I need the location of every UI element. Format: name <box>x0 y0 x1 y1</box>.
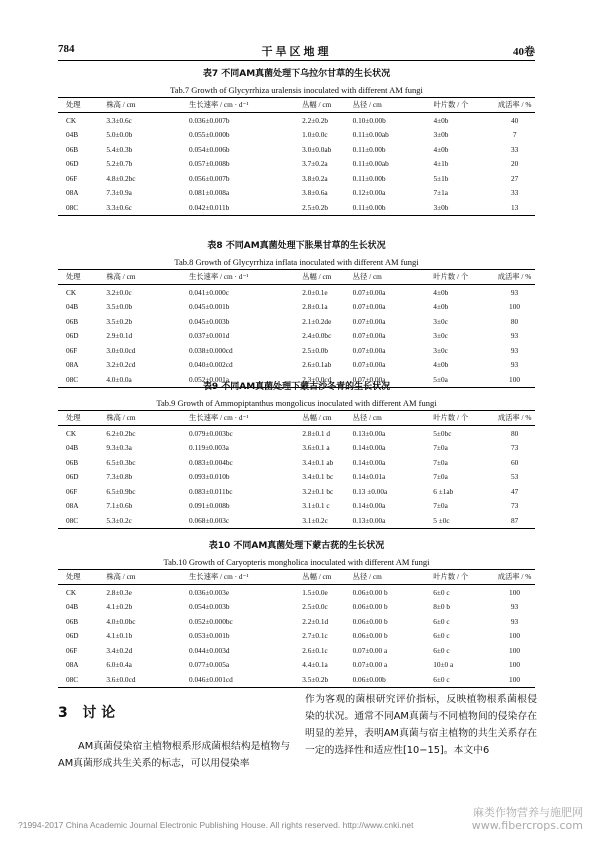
table-cell: 3.4±0.1 bc <box>302 472 334 482</box>
table-cell: 06B <box>66 144 79 154</box>
table-cell: 3.3±0.6c <box>106 115 132 125</box>
table-cell: 0.044±0.003d <box>189 645 230 655</box>
table-cell: 13 <box>494 200 535 215</box>
volume-label: 40卷 <box>513 46 535 58</box>
table-cell: 3.5±0.0b <box>106 302 133 312</box>
table-cell: 0.052±0.001a <box>183 372 300 387</box>
table-cell: 06B <box>66 616 79 626</box>
table-cell: 7±0a <box>433 472 448 482</box>
table-row <box>58 600 535 615</box>
table-cell: 73 <box>510 443 519 453</box>
table-header-row <box>58 98 535 113</box>
table-cell: 100 <box>494 672 535 687</box>
table-cell: 3.1±0.2c <box>300 513 352 528</box>
table-cell: 93 <box>510 602 519 612</box>
table-cell: 2.6±0.1ab <box>302 360 332 370</box>
column-header: 处理 <box>58 98 102 113</box>
column-header: 株高 / cm <box>102 570 183 585</box>
table-cell: 06D <box>66 159 79 169</box>
table-cell: 3.7±0.2a <box>302 159 328 169</box>
table-cell: 0.045±0.001b <box>188 302 230 312</box>
table-cell: 06F <box>66 345 78 355</box>
table-cell: 2.8±0.3e <box>106 587 132 597</box>
table-cell: 3.2±0.1 bc <box>302 486 334 496</box>
table-cell: 4±0b <box>433 287 449 297</box>
table-cell: 2.0±0.1e <box>302 287 328 297</box>
table-cell: 33 <box>510 188 519 198</box>
table-cell: 6±0 c <box>433 645 450 655</box>
table-cell: 3±0c <box>433 331 448 341</box>
table-cell: 3±0b <box>433 200 494 215</box>
table-cell: 06B <box>66 457 79 467</box>
table-block <box>58 68 535 216</box>
table-caption-en: Tab.9 Growth of Ammopiptanthus mongolicus inoculated with different AM fungi <box>156 398 437 408</box>
table-cell: 2.9±0.1d <box>106 331 133 341</box>
table-cell: 6.5±0.9bc <box>106 486 136 496</box>
table-cell: 3.6±0.1 a <box>302 443 330 453</box>
table-cell: 93 <box>510 616 519 626</box>
table-row <box>58 426 535 441</box>
table-cell: 7±0a <box>433 443 448 453</box>
table-block <box>58 540 535 688</box>
table-cell: 0.054±0.003b <box>189 602 230 612</box>
table-cell: 06B <box>66 316 79 326</box>
table-cell: 2.8±0.1a <box>302 302 328 312</box>
column-header: 生长速率 / cm · d⁻¹ <box>183 98 300 113</box>
column-header: 丛幅 / cm <box>300 270 352 285</box>
table-cell: 100 <box>509 645 520 655</box>
table-caption-en: Tab.7 Growth of Glycyrrhiza uralensis inoculated with different AM fungi <box>170 85 423 95</box>
table-row <box>58 484 535 499</box>
table-row <box>58 585 535 600</box>
table-row <box>58 314 535 329</box>
table-cell: 3.2±0.2cd <box>106 360 136 370</box>
table-cell: 4±0b <box>433 302 449 312</box>
column-header: 叶片数 / 个 <box>433 411 494 426</box>
table-row <box>58 343 535 358</box>
table-caption-cn: 表7 不同AM真菌处理下乌拉尔甘草的生长状况 <box>202 69 391 79</box>
table-cell: 06D <box>66 631 79 641</box>
table-cell: 0.06±0.00 b <box>352 631 388 641</box>
table-cell: 0.045±0.003b <box>188 316 230 326</box>
table-cell: 04B <box>66 602 79 612</box>
table-cell: 0.07±0.00a <box>352 302 386 312</box>
table-header-row <box>58 270 535 285</box>
table-cell: 4.4±0.1a <box>302 660 328 670</box>
table-cell: 1.5±0.0e <box>302 587 328 597</box>
table-cell: 4.1±0.2b <box>106 602 133 612</box>
table-cell: CK <box>66 115 77 125</box>
table-cell: 2.4±0.0bc <box>302 331 332 341</box>
table-cell: 3.4±0.1 ab <box>302 457 334 467</box>
table-caption-en: Tab.8 Growth of Glycyrrhiza inflata inoculated with different AM fungi <box>174 257 419 267</box>
table-cell: 08C <box>58 672 102 687</box>
table-cell: 93 <box>510 287 519 297</box>
journal-title: 干旱区地理 <box>261 46 332 58</box>
table-cell: 06F <box>66 173 78 183</box>
table-cell: 2.5±0.2b <box>300 200 353 215</box>
column-header: 丛幅 / cm <box>300 98 353 113</box>
table-caption-cn: 表8 不同AM真菌处理下胀果甘草的生长状况 <box>207 241 386 251</box>
table-cell: 3.8±0.2a <box>302 173 328 183</box>
table-cell: 40 <box>510 115 519 125</box>
table-cell: 5.3±0.2c <box>102 513 183 528</box>
table-row <box>58 513 535 528</box>
table-cell: 4.0±0.0a <box>102 372 183 387</box>
table-row <box>58 455 535 470</box>
column-header: 丛幅 / cm <box>300 570 352 585</box>
copyright-footer: ?1994-2017 China Academic Journal Electronic Publishing House. All rights reserved. http://www.cnki.net <box>18 820 414 830</box>
section-number: 3 <box>58 705 68 721</box>
section-heading <box>58 702 115 722</box>
column-header: 成活率 / % <box>494 270 535 285</box>
table-cell: 0.068±0.003c <box>183 513 300 528</box>
table-cell: 0.07±0.00 a <box>352 660 388 670</box>
table-cell: 93 <box>510 331 519 341</box>
table-cell: 60 <box>510 457 519 467</box>
table-cell: 5±1b <box>433 173 449 183</box>
table-cell: 08A <box>66 660 79 670</box>
table-cell: 0.083±0.011bc <box>189 486 233 496</box>
table-cell: 6±0 c <box>433 672 494 687</box>
table-cell: 0.13±0.00a <box>353 513 434 528</box>
table-cell: 100 <box>509 302 520 312</box>
table-cell: CK <box>66 287 77 297</box>
table-cell: 0.14±0.00a <box>352 501 386 511</box>
header-rule <box>58 60 535 61</box>
column-header: 株高 / cm <box>102 98 183 113</box>
table-cell: 2.2±0.2b <box>302 115 329 125</box>
table-row <box>58 285 535 300</box>
table-cell: 5.0±0.0b <box>106 130 133 140</box>
table-row <box>58 658 535 673</box>
table-cell: 0.07±0.00a <box>352 287 386 297</box>
column-header: 叶片数 / 个 <box>433 270 494 285</box>
table-row <box>58 329 535 344</box>
table-cell: 6.0±0.4a <box>106 660 132 670</box>
table-cell: 3.2±0.0c <box>106 287 132 297</box>
table-row <box>58 186 535 201</box>
column-header: 丛径 / cm <box>353 411 434 426</box>
table-cell: 0.06±0.00 b <box>352 587 388 597</box>
table-row <box>58 441 535 456</box>
table-cell: 4±0b <box>433 144 449 154</box>
table-cell: 80 <box>510 316 519 326</box>
table-cell: 87 <box>494 513 535 528</box>
table-cell: 2.2±0.1d <box>302 616 329 626</box>
table-cell: 04B <box>66 443 79 453</box>
table-cell: 8±0 b <box>433 602 451 612</box>
table-cell: 0.046±0.001cd <box>183 672 300 687</box>
table-cell: 2.7±0.1c <box>302 631 328 641</box>
table-cell: 2.8±0.1 d <box>302 428 331 438</box>
table-cell: 0.055±0.000b <box>189 130 230 140</box>
table-cell: 7.3±0.8b <box>106 472 133 482</box>
table-cell: 0.14±0.00a <box>352 443 386 453</box>
column-header: 成活率 / % <box>494 411 535 426</box>
right-column-text: 作为客观的菌根研究评价指标，反映植物根系菌根侵染的状况。通常不同AM真菌与不同植物间的侵染存在明显的差异，表明AM真菌与宿主植物的共生关系存在一定的选择性和适应性[10−15]。本文中6 <box>305 694 537 756</box>
column-header: 生长速率 / cm · d⁻¹ <box>183 570 300 585</box>
table-cell: 0.091±0.008b <box>189 501 230 511</box>
table-cell: 5 ±0c <box>433 513 494 528</box>
table-cell: 0.14±0.00a <box>352 457 386 467</box>
watermark-line-2: www.fibercrops.com <box>471 819 583 832</box>
table-cell: 100 <box>509 660 520 670</box>
table-cell: 3.0±0.0cd <box>106 345 136 355</box>
table-row <box>58 128 535 143</box>
table-cell: 06F <box>66 645 78 655</box>
column-header: 处理 <box>58 270 102 285</box>
table-cell: 6±0 c <box>433 587 450 597</box>
table-cell: 0.083±0.004bc <box>189 457 233 467</box>
table-block <box>58 381 535 529</box>
table-header-row <box>58 570 535 585</box>
section-title: 讨 论 <box>82 705 116 721</box>
column-header: 叶片数 / 个 <box>433 570 494 585</box>
table-row <box>58 171 535 186</box>
table-cell: 0.06±0.00b <box>353 672 434 687</box>
table-cell: 06D <box>66 331 79 341</box>
table-cell: 6±0 c <box>433 631 450 641</box>
table-cell: 0.07±0.00a <box>352 316 386 326</box>
table-cell: 53 <box>510 472 519 482</box>
table-row <box>58 200 535 215</box>
table-cell: 2.5±0.0b <box>302 345 329 355</box>
table-cell: 5.2±0.7b <box>106 159 133 169</box>
table-cell: 33 <box>510 144 519 154</box>
table-block <box>58 240 535 388</box>
table-cell: 0.06±0.00 b <box>352 602 388 612</box>
table-cell: 4±0b <box>433 360 449 370</box>
table-cell: CK <box>66 587 77 597</box>
table-cell: 0.079±0.003bc <box>189 428 233 438</box>
table-caption-en: Tab.10 Growth of Caryopteris mongholica inoculated with different AM fungi <box>163 557 430 567</box>
table-cell: 0.12±0.00a <box>352 188 386 198</box>
table-row <box>58 672 535 687</box>
table-cell: 06D <box>66 472 79 482</box>
left-column-text: AM真菌侵染宿主植物根系形成菌根结构是植物与AM真菌形成共生关系的标志，可以用侵染率 <box>58 741 290 769</box>
table-cell: 0.040±0.002cd <box>188 360 233 370</box>
table-cell: 6.2±0.2bc <box>106 428 136 438</box>
column-header: 丛径 / cm <box>353 270 434 285</box>
table-cell: 0.10±0.00b <box>352 115 386 125</box>
table-cell: 3.4±0.2d <box>106 645 133 655</box>
table-cell: 5±0bc <box>433 428 452 438</box>
table-cell: 3.3±0.6c <box>102 200 183 215</box>
table-cell: 0.077±0.005a <box>189 660 230 670</box>
table-cell: 3.5±0.2b <box>106 316 133 326</box>
table-cell: 7.1±0.6b <box>106 501 133 511</box>
table-cell: 08C <box>58 513 102 528</box>
table-cell: 100 <box>509 587 520 597</box>
column-header: 丛径 / cm <box>353 570 434 585</box>
table-row <box>58 499 535 514</box>
table-row <box>58 629 535 644</box>
table-caption-cn: 表10 不同AM真菌处理下蒙古莸的生长状况 <box>208 541 385 551</box>
table-cell: 08A <box>66 360 79 370</box>
table-cell: 3.8±0.6a <box>302 188 328 198</box>
table-cell: 7 <box>512 130 517 140</box>
table-row <box>58 643 535 658</box>
table-cell: 3.1±0.1 c <box>302 501 330 511</box>
site-watermark <box>472 806 583 832</box>
table-cell: 0.054±0.006b <box>189 144 230 154</box>
table-row <box>58 157 535 172</box>
column-header: 生长速率 / cm · d⁻¹ <box>183 270 300 285</box>
table-cell: 06F <box>66 486 78 496</box>
table-cell: 0.07±0.00a <box>352 360 386 370</box>
table-row <box>58 358 535 373</box>
table-cell: 0.07±0.00a <box>352 331 386 341</box>
table-cell: 0.06±0.00 b <box>352 616 388 626</box>
table-cell: 0.038±0.000cd <box>188 345 233 355</box>
table-cell: 0.11±0.00b <box>352 144 386 154</box>
table-cell: 2.6±0.1c <box>302 645 328 655</box>
table-cell: 9.3±0.3a <box>106 443 132 453</box>
table-cell: 20 <box>510 159 519 169</box>
table-cell: 47 <box>510 486 519 496</box>
column-header: 叶片数 / 个 <box>433 98 494 113</box>
table-cell: 0.119±0.003a <box>189 443 229 453</box>
table-cell: 6 ±1ab <box>433 486 454 496</box>
table-cell: 7±0a <box>433 457 448 467</box>
table-cell: 1.0±0.0c <box>302 130 328 140</box>
table-cell: 100 <box>494 372 535 387</box>
table-cell: 73 <box>510 501 519 511</box>
table-cell: 10±0 a <box>433 660 454 670</box>
table-cell: 0.13 ±0.00a <box>352 486 388 496</box>
table-cell: 4.0±0.0bc <box>106 616 136 626</box>
table-cell: 7.3±0.9a <box>106 188 132 198</box>
table-cell: 100 <box>509 631 520 641</box>
table-cell: 3±0b <box>433 130 449 140</box>
table-cell: 3.6±0.0cd <box>102 672 183 687</box>
table-cell: 0.041±0.000c <box>188 287 230 297</box>
table-cell: 0.052±0.000bc <box>189 616 233 626</box>
watermark-line-1: 麻类作物营养与施肥网 <box>473 806 583 819</box>
column-header: 株高 / cm <box>102 411 183 426</box>
table-cell: 3±0c <box>433 345 448 355</box>
table-cell: 3.5±0.2b <box>300 672 352 687</box>
table-cell: 27 <box>510 173 519 183</box>
table-cell: 0.093±0.010b <box>189 472 230 482</box>
table-cell: 04B <box>66 130 79 140</box>
table-cell: 08C <box>58 372 102 387</box>
table-cell: 0.11±0.00b <box>353 200 434 215</box>
table-cell: 0.036±0.007b <box>189 115 230 125</box>
table-cell: 08A <box>66 501 79 511</box>
table-cell: 4±0b <box>433 115 449 125</box>
table-cell: 6.5±0.3bc <box>106 457 136 467</box>
table-row <box>58 300 535 315</box>
table-cell: 08A <box>66 188 79 198</box>
table-cell: 0.056±0.007b <box>189 173 230 183</box>
table-cell: 4±1b <box>433 159 449 169</box>
table-cell: 7±1a <box>433 188 449 198</box>
table-cell: 0.081±0.008a <box>189 188 230 198</box>
column-header: 成活率 / % <box>494 570 535 585</box>
table-cell: 0.057±0.008b <box>189 159 230 169</box>
table-cell: 0.037±0.001d <box>188 331 230 341</box>
table-cell: 0.13±0.00a <box>352 428 386 438</box>
table-cell: 93 <box>510 360 519 370</box>
column-header: 处理 <box>58 411 102 426</box>
table-cell: 7±0a <box>433 501 448 511</box>
table-cell: 93 <box>510 345 519 355</box>
table-cell: CK <box>66 428 77 438</box>
table-cell: 08C <box>58 200 102 215</box>
table-caption-cn: 表9 不同AM真菌处理下蒙古沙冬青的生长状况 <box>202 382 391 392</box>
growth-table <box>58 269 535 388</box>
table-row <box>58 614 535 629</box>
running-header <box>58 43 535 59</box>
table-cell: 3.0±0.0ab <box>302 144 332 154</box>
table-row <box>58 142 535 157</box>
table-cell: 4.8±0.2bc <box>106 173 136 183</box>
table-cell: 0.042±0.011b <box>183 200 300 215</box>
table-cell: 5.4±0.3b <box>106 144 133 154</box>
column-header: 生长速率 / cm · d⁻¹ <box>183 411 300 426</box>
table-cell: 0.11±0.00ab <box>352 130 389 140</box>
column-header: 丛幅 / cm <box>300 411 352 426</box>
table-cell: 0.07±0.00 a <box>352 645 388 655</box>
table-cell: 2.5±0.0c <box>302 602 328 612</box>
table-cell: 0.036±0.003e <box>189 587 230 597</box>
table-cell: 0.14±0.01a <box>352 472 386 482</box>
column-header: 株高 / cm <box>102 270 183 285</box>
table-cell: 4.1±0.1b <box>106 631 133 641</box>
table-cell: 6±0 c <box>433 616 450 626</box>
column-header: 成活率 / % <box>494 98 535 113</box>
column-header: 处理 <box>58 570 102 585</box>
table-cell: 80 <box>510 428 519 438</box>
table-cell: 0.11±0.00b <box>352 173 386 183</box>
growth-table <box>58 569 535 688</box>
table-cell: 04B <box>66 302 79 312</box>
table-row <box>58 113 535 128</box>
table-cell: 2.3±0.0cd <box>300 372 352 387</box>
table-row <box>58 470 535 485</box>
table-cell: 5±0a <box>433 372 494 387</box>
page-number: 784 <box>58 43 75 55</box>
table-cell: 0.07±0.00a <box>352 345 386 355</box>
column-header: 丛径 / cm <box>353 98 434 113</box>
table-cell: 3±0c <box>433 316 448 326</box>
table-cell: 2.1±0.2de <box>302 316 332 326</box>
table-header-row <box>58 411 535 426</box>
table-cell: 0.11±0.00ab <box>352 159 389 169</box>
table-cell: 0.053±0.001b <box>189 631 230 641</box>
growth-table <box>58 410 535 529</box>
growth-table <box>58 97 535 216</box>
table-cell: 0.07±0.00a <box>353 372 434 387</box>
